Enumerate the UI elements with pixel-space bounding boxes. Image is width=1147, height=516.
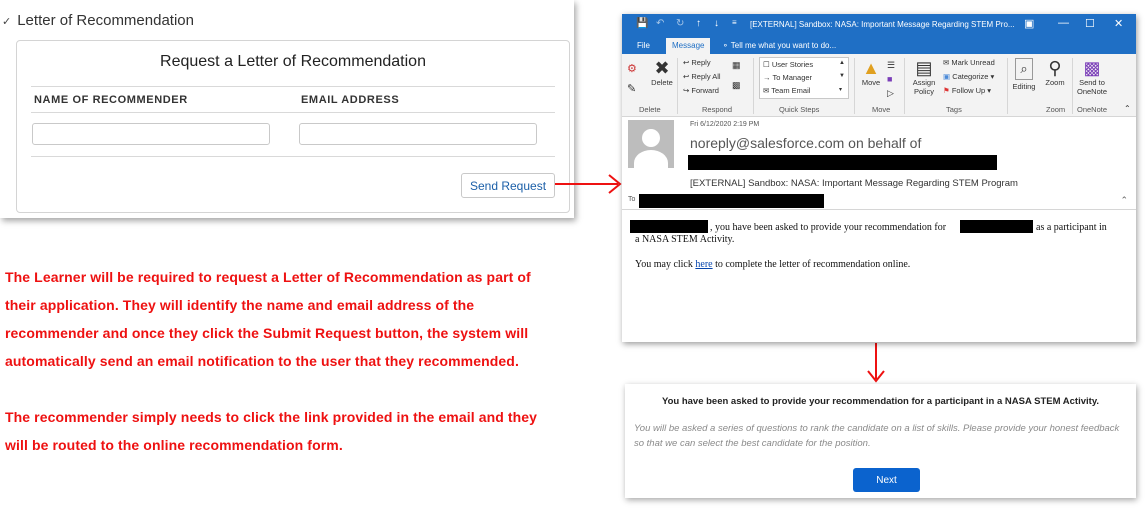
scroll-down-icon[interactable]: ▼ bbox=[839, 73, 845, 79]
separator bbox=[1007, 58, 1008, 114]
scroll-up-icon[interactable]: ▲ bbox=[839, 60, 845, 66]
description-line: The recommender simply needs to click the link provided in the email and they bbox=[5, 409, 538, 425]
group-label-zoom: Zoom bbox=[1046, 105, 1066, 114]
description-line: will be routed to the online recommendation form. bbox=[5, 437, 343, 453]
reply-label: Reply bbox=[691, 58, 711, 67]
forward-label: Forward bbox=[691, 86, 719, 95]
group-label-tags: Tags bbox=[946, 105, 962, 114]
move-button[interactable] bbox=[858, 58, 884, 87]
group-label-quick-steps: Quick Steps bbox=[779, 105, 820, 114]
folder-icon: ▲ bbox=[862, 58, 880, 78]
mark-unread-button[interactable] bbox=[943, 58, 995, 67]
mail-date: Fri 6/12/2020 2:19 PM bbox=[690, 121, 760, 128]
follow-up-button[interactable]: ⚑ Follow Up ▾ bbox=[943, 86, 992, 95]
delete-label: Delete bbox=[651, 78, 673, 87]
follow-up-label: Follow Up bbox=[951, 86, 986, 95]
minimize-icon[interactable]: — bbox=[1058, 17, 1069, 29]
next-button[interactable]: Next bbox=[853, 468, 920, 492]
person-icon-body bbox=[634, 150, 668, 168]
ignore-icon[interactable]: ⚙ bbox=[627, 63, 637, 75]
recommendation-link[interactable]: here bbox=[695, 259, 713, 270]
recommendation-instructions: You will be asked a series of questions to rank the candidate on a list of skills. Please provide your honest feedback so that we can select the best candidate for the position. bbox=[634, 423, 1120, 449]
rules-icon[interactable]: ☰ bbox=[887, 60, 896, 70]
redacted-candidate-name bbox=[960, 220, 1033, 233]
recommender-email-input[interactable] bbox=[299, 123, 537, 145]
separator bbox=[854, 58, 855, 114]
description-line: recommender and once they click the Submit Request button, the system will bbox=[5, 325, 529, 341]
description-paragraph-1 bbox=[5, 263, 595, 375]
recommendation-title: You have been asked to provide your recommendation for a participant in a NASA STEM Activity. bbox=[661, 396, 1100, 407]
description-line: automatically send an email notification to the user that they recommended. bbox=[5, 353, 519, 369]
redacted-recipient bbox=[639, 194, 824, 208]
onenote-move-icon[interactable]: ■ bbox=[887, 74, 893, 84]
reply-all-icon: ↩ bbox=[683, 72, 690, 81]
reply-icon: ↩ bbox=[683, 58, 690, 67]
policy-icon: ▤ bbox=[915, 58, 933, 78]
mail-from: noreply@salesforce.com on behalf of bbox=[690, 135, 922, 151]
send-onenote-label-2: OneNote bbox=[1076, 87, 1108, 96]
group-label-move: Move bbox=[872, 105, 891, 114]
more-quick-steps-icon[interactable]: ▾ bbox=[839, 87, 843, 93]
body-paragraph bbox=[635, 259, 910, 270]
send-onenote-label-1: Send to bbox=[1079, 78, 1105, 87]
flag-icon: ⚑ bbox=[943, 86, 950, 95]
find-icon: ⌕ bbox=[1015, 58, 1033, 80]
body-text: , you have been asked to provide your recommendation for bbox=[710, 222, 947, 233]
assign-policy-label-1: Assign bbox=[912, 78, 936, 87]
envelope-icon: ✉ bbox=[943, 58, 950, 67]
redo-icon[interactable]: ↻ bbox=[676, 18, 685, 29]
reply-all-button[interactable] bbox=[683, 72, 721, 81]
customize-toolbar-icon[interactable]: ≡ bbox=[732, 18, 737, 27]
column-header-name: NAME OF RECOMMENDER bbox=[34, 94, 188, 106]
description-paragraph-2 bbox=[5, 403, 595, 459]
assign-policy-label-2: Policy bbox=[913, 87, 934, 96]
send-to-onenote-button[interactable] bbox=[1074, 58, 1110, 96]
group-label-respond: Respond bbox=[702, 105, 733, 114]
tell-me-label: Tell me what you want to do... bbox=[730, 41, 837, 50]
person-icon bbox=[642, 129, 660, 147]
up-arrow-icon[interactable]: ↑ bbox=[696, 18, 701, 29]
send-request-button[interactable]: Send Request bbox=[461, 173, 555, 198]
reply-all-label: Reply All bbox=[691, 72, 721, 81]
divider bbox=[31, 112, 555, 113]
quick-step-label: To Manager bbox=[772, 73, 813, 82]
quick-steps-gallery bbox=[759, 57, 849, 99]
undo-icon[interactable]: ↶ bbox=[656, 18, 665, 29]
separator bbox=[677, 58, 678, 114]
close-icon[interactable]: ✕ bbox=[1114, 18, 1124, 30]
quick-step-user-stories[interactable]: ☐ User Stories bbox=[763, 60, 814, 69]
editing-label: Editing bbox=[1012, 82, 1036, 91]
mark-unread-label: Mark Unread bbox=[951, 58, 995, 67]
section-header[interactable] bbox=[2, 12, 194, 29]
body-text: You may click bbox=[635, 259, 693, 270]
separator bbox=[753, 58, 754, 114]
forward-icon: ↪ bbox=[683, 86, 690, 95]
recommender-name-input[interactable] bbox=[32, 123, 270, 145]
mail-header bbox=[622, 117, 1136, 210]
maximize-icon[interactable]: ☐ bbox=[1085, 18, 1095, 30]
column-header-email: EMAIL ADDRESS bbox=[301, 94, 400, 106]
description-line: their application. They will identify the name and email address of the bbox=[5, 297, 475, 313]
reply-button[interactable] bbox=[683, 58, 711, 67]
onenote-icon: ▩ bbox=[1083, 58, 1101, 78]
category-icon: ▣ bbox=[943, 72, 951, 81]
redacted-sender bbox=[688, 155, 997, 170]
quick-step-to-manager[interactable]: → To Manager bbox=[763, 73, 813, 82]
categorize-button[interactable]: ▣ Categorize ▾ bbox=[943, 72, 995, 81]
assign-policy-button[interactable] bbox=[908, 58, 940, 96]
lightbulb-icon: ⚬ bbox=[722, 41, 729, 50]
window-title: [EXTERNAL] Sandbox: NASA: Important Message Regarding STEM Pro... bbox=[750, 20, 1015, 29]
tab-message[interactable]: Message bbox=[666, 38, 710, 54]
collapse-ribbon-icon[interactable]: ⌃ bbox=[1124, 104, 1131, 113]
avatar bbox=[628, 120, 674, 168]
request-form-panel bbox=[0, 0, 574, 218]
meeting-icon[interactable]: ▦ bbox=[732, 60, 741, 70]
group-label-onenote: OneNote bbox=[1077, 105, 1108, 114]
outlook-email-window bbox=[622, 14, 1136, 342]
ribbon bbox=[622, 54, 1136, 117]
form-card bbox=[16, 40, 570, 213]
mail-body bbox=[622, 210, 1136, 342]
divider bbox=[31, 156, 555, 157]
zoom-label: Zoom bbox=[1045, 78, 1065, 87]
quick-step-team-email[interactable]: ✉ Team Email bbox=[763, 86, 811, 95]
magnifier-icon: ⚲ bbox=[1048, 58, 1062, 78]
arrow-down-icon bbox=[868, 343, 884, 381]
group-label-delete: Delete bbox=[639, 105, 661, 114]
collapse-header-icon[interactable]: ⌃ bbox=[1120, 195, 1128, 205]
body-text: to complete the letter of recommendation online. bbox=[715, 259, 911, 270]
description-line: The Learner will be required to request a Letter of Recommendation as part of bbox=[5, 269, 531, 285]
ribbon-display-icon[interactable]: ▣ bbox=[1024, 18, 1035, 30]
to-label: To bbox=[628, 196, 636, 203]
delete-button[interactable] bbox=[648, 58, 676, 87]
ribbon-tabs bbox=[622, 38, 1136, 54]
tell-me-search[interactable] bbox=[722, 41, 836, 50]
mail-subject: [EXTERNAL] Sandbox: NASA: Important Message Regarding STEM Program bbox=[690, 178, 1018, 189]
separator bbox=[1072, 58, 1073, 114]
move-label: Move bbox=[861, 78, 881, 87]
categorize-label: Categorize bbox=[952, 72, 989, 81]
section-header-label: Letter of Recommendation bbox=[17, 12, 194, 29]
save-icon[interactable]: 💾 bbox=[636, 18, 649, 29]
tab-file[interactable]: File bbox=[637, 41, 650, 50]
actions-icon[interactable]: ▷ bbox=[887, 88, 894, 98]
quick-step-label: User Stories bbox=[771, 60, 814, 69]
zoom-button[interactable] bbox=[1042, 58, 1068, 87]
separator bbox=[904, 58, 905, 114]
junk-icon[interactable]: ✎ bbox=[627, 83, 637, 95]
chevron-down-icon[interactable]: ✓ bbox=[2, 16, 12, 28]
recommendation-form-card bbox=[625, 384, 1136, 498]
quick-step-label: Team Email bbox=[771, 86, 811, 95]
editing-button[interactable] bbox=[1010, 58, 1038, 91]
down-arrow-icon[interactable]: ↓ bbox=[714, 18, 719, 29]
delete-icon: ✖ bbox=[654, 58, 670, 78]
body-text: a NASA STEM Activity. bbox=[635, 234, 735, 245]
forward-button[interactable] bbox=[683, 86, 719, 95]
form-title: Request a Letter of Recommendation bbox=[160, 53, 426, 70]
body-text: as a participant in bbox=[1036, 222, 1107, 233]
title-bar bbox=[622, 14, 1136, 38]
redacted-recipient-name bbox=[630, 220, 708, 233]
divider bbox=[31, 86, 555, 87]
more-respond-icon[interactable]: ▩ bbox=[732, 80, 741, 90]
